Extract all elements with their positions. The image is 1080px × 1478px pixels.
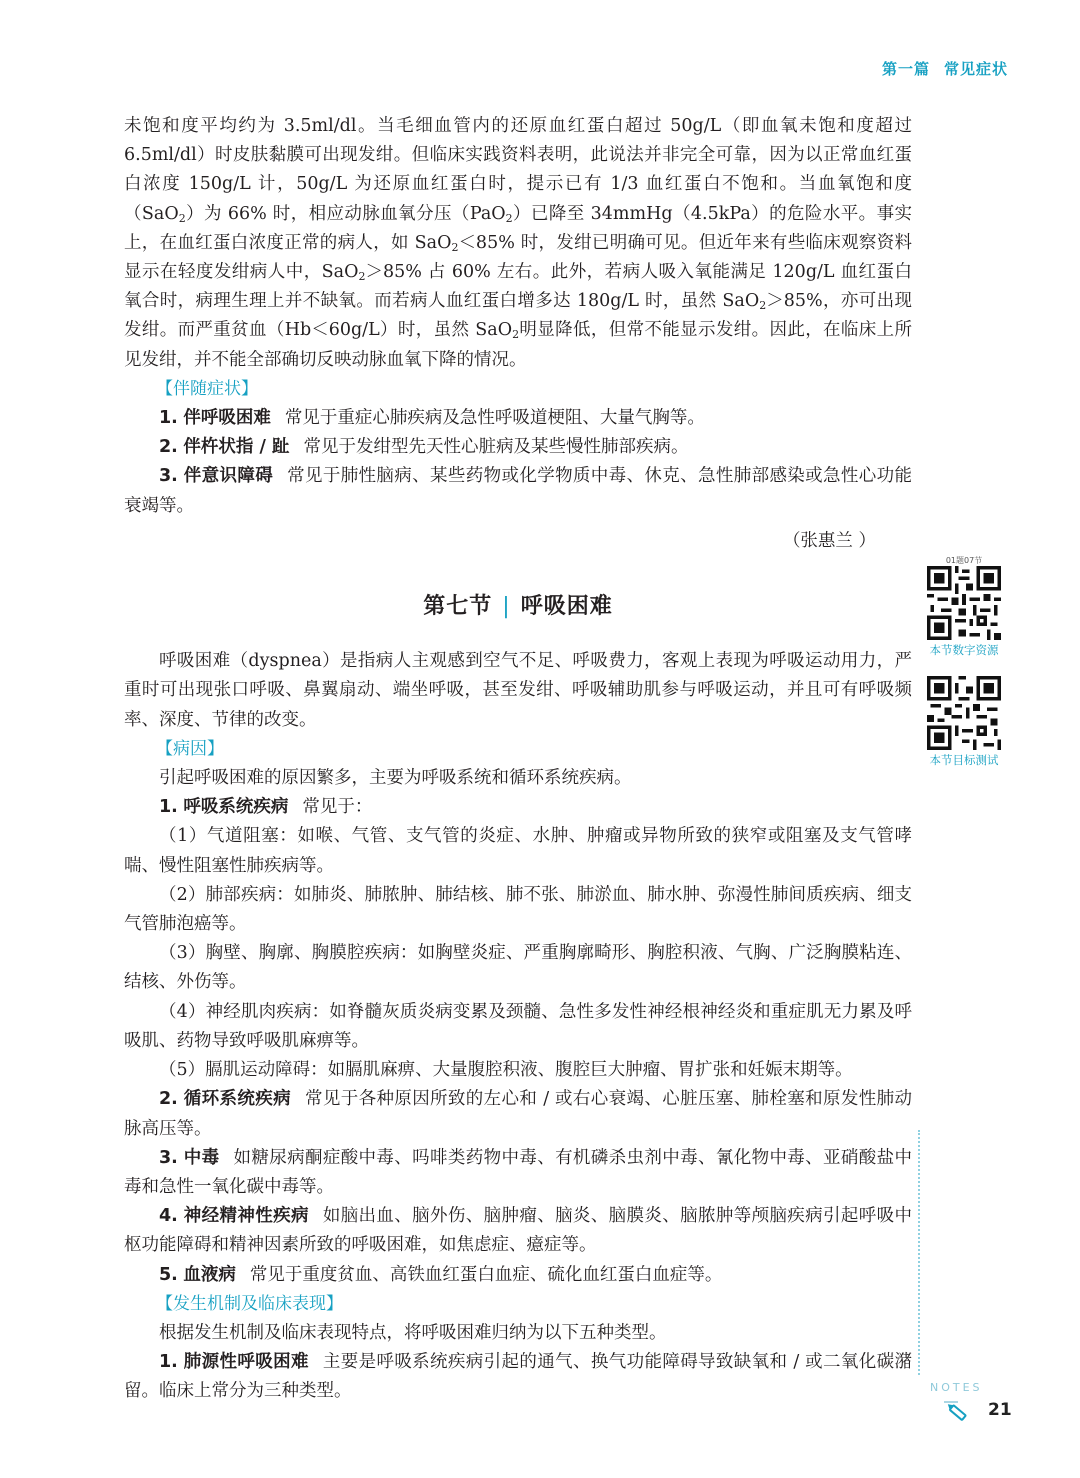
continued-paragraph: 未饱和度平均约为 3.5ml/dl。当毛细血管内的还原血红蛋白超过 50g/L（即血氧未饱和度超过 6.5ml/dl）时皮肤黏膜可出现发绀。但临床实践资料表明，此说法并非完全可靠，因为以正常血红蛋白浓度 150g/L 计，50g/L 为还原血红蛋白时，提示已有 1/3 血红蛋白不饱和。当血氧饱和度（SaO$_2$）为 66% 时，相应动脉血氧分压（PaO$_2$）已降至 34mmHg（4.5kPa）的危险水平。事实上，在血红蛋白浓度正常的病人，如 SaO$_2$＜85% 时，发绀已明确可见。但近年来有些临床观察资料显示在轻度发绀病人中，SaO$_2$＞85% 占 60% 左右。此外，若病人吸入氧能满足 120g/L 血红蛋白氧合时，病理生理上并不缺氧。而若病人血红蛋白增多达 180g/L 时，虽然 SaO$_2$＞85%，亦可出现发绀。而严重贫血（Hb＜60g/L）时，虽然 SaO$_2$明显降低，但常不能显示发绀。因此，在临床上所见发绀，并不能全部确切反映动脉血氧下降的情况。 [124, 116, 912, 370]
running-head-part: 第一篇 [881, 60, 930, 78]
mechanism-intro: 根据发生机制及临床表现特点，将呼吸困难归纳为以下五种类型。 [159, 1322, 667, 1343]
cause-item: 4. 神经精神性疾病 如脑出血、脑外伤、脑肿瘤、脑炎、脑膜炎、脑脓肿等颅脑疾病引起呼吸中枢功能障碍和精神因素所致的呼吸困难，如焦虑症、癔症等。 [124, 1206, 913, 1256]
notes-label: NOTES [930, 1381, 983, 1394]
cause-item: 3. 中毒 如糖尿病酮症酸中毒、吗啡类药物中毒、有机磷杀虫剂中毒、氰化物中毒、亚硝酸盐中毒和急性一氧化碳中毒等。 [124, 1147, 912, 1197]
section-name: 呼吸困难 [520, 594, 613, 620]
respiratory-subitem: （4）神经肌肉疾病：如脊髓灰质炎病变累及颈髓、急性多发性神经根神经炎和重症肌无力累及呼吸肌、药物导致呼吸肌麻痹等。 [124, 1001, 912, 1051]
section-intro: 呼吸困难（dyspnea）是指病人主观感到空气不足、呼吸费力，客观上表现为呼吸运动用力，严重时可出现张口呼吸、鼻翼扇动、端坐呼吸，甚至发绀、呼吸辅助肌参与呼吸运动，并且可有呼吸频率、深度、节律的改变。 [124, 651, 912, 730]
accompanying-item: 3. 伴意识障碍 常见于肺性脑病、某些药物或化学物质中毒、休克、急性肺部感染或急性心功能衰竭等。 [124, 466, 912, 516]
qr-caption: 本节目标测试 [929, 753, 999, 767]
respiratory-subitem: （5）膈肌运动障碍：如膈肌麻痹、大量腹腔积液、腹腔巨大肿瘤、胃扩张和妊娠末期等。 [159, 1060, 853, 1081]
accompanying-item: 2. 伴杵状指 / 趾 常见于发绀型先天性心脏病及某些慢性肺部疾病。 [159, 437, 689, 458]
respiratory-subitem: （2）肺部疾病：如肺炎、肺脓肿、肺结核、肺不张、肺淤血、肺水肿、弥漫性肺间质疾病、细支气管肺泡癌等。 [124, 884, 912, 935]
qr-caption: 本节数字资源 [929, 643, 999, 657]
cause-item: 1. 呼吸系统疾病 常见于： [159, 797, 373, 818]
qr-digital-resources[interactable] [926, 556, 1002, 658]
etiology-heading: 【病因】 [156, 738, 224, 759]
page-body [124, 112, 912, 1407]
page-number: 21 [988, 1400, 1012, 1420]
section-number: 第七节 [423, 594, 493, 620]
respiratory-subitem: （1）气道阻塞：如喉、气管、支气管的炎症、水肿、肿瘤或异物所致的狭窄或阻塞及支气管哮喘、慢性阻塞性肺疾病等。 [124, 826, 912, 876]
title-divider: | [502, 594, 511, 620]
respiratory-subitem: （3）胸壁、胸廓、胸膜腔疾病：如胸壁炎症、严重胸廓畸形、胸腔积液、气胸、广泛胸膜粘连、结核、外伤等。 [124, 943, 912, 993]
author-credit: （张惠兰 ） [782, 530, 876, 551]
qr-target-test[interactable] [926, 676, 1002, 768]
qr-code-icon [927, 676, 1001, 750]
qr-code-label: 01题07节 [945, 556, 983, 565]
running-head [868, 58, 1008, 79]
accompanying-heading: 【伴随症状】 [156, 378, 258, 399]
mechanism-heading: 【发生机制及临床表现】 [156, 1293, 343, 1314]
mechanism-item: 1. 肺源性呼吸困难 主要是呼吸系统疾病引起的通气、换气功能障碍导致缺氧和 / 或二氧化碳潴留。临床上常分为三种类型。 [124, 1352, 912, 1402]
pencil-icon [944, 1401, 970, 1423]
cause-item: 2. 循环系统疾病 常见于各种原因所致的左心和 / 或右心衰竭、心脏压塞、肺栓塞和原发性肺动脉高压等。 [124, 1089, 912, 1139]
cause-item: 5. 血液病 常见于重度贫血、高铁血红蛋白血症、硫化血红蛋白血症等。 [159, 1264, 723, 1285]
etiology-intro: 引起呼吸困难的原因繁多，主要为呼吸系统和循环系统疾病。 [159, 768, 632, 789]
section-title [124, 592, 912, 621]
running-head-chapter: 常见症状 [943, 60, 1008, 78]
notes-margin-line [918, 1130, 920, 1375]
accompanying-item: 1. 伴呼吸困难 常见于重症心肺疾病及急性呼吸道梗阻、大量气胸等。 [159, 408, 705, 429]
qr-code-icon [927, 566, 1001, 640]
